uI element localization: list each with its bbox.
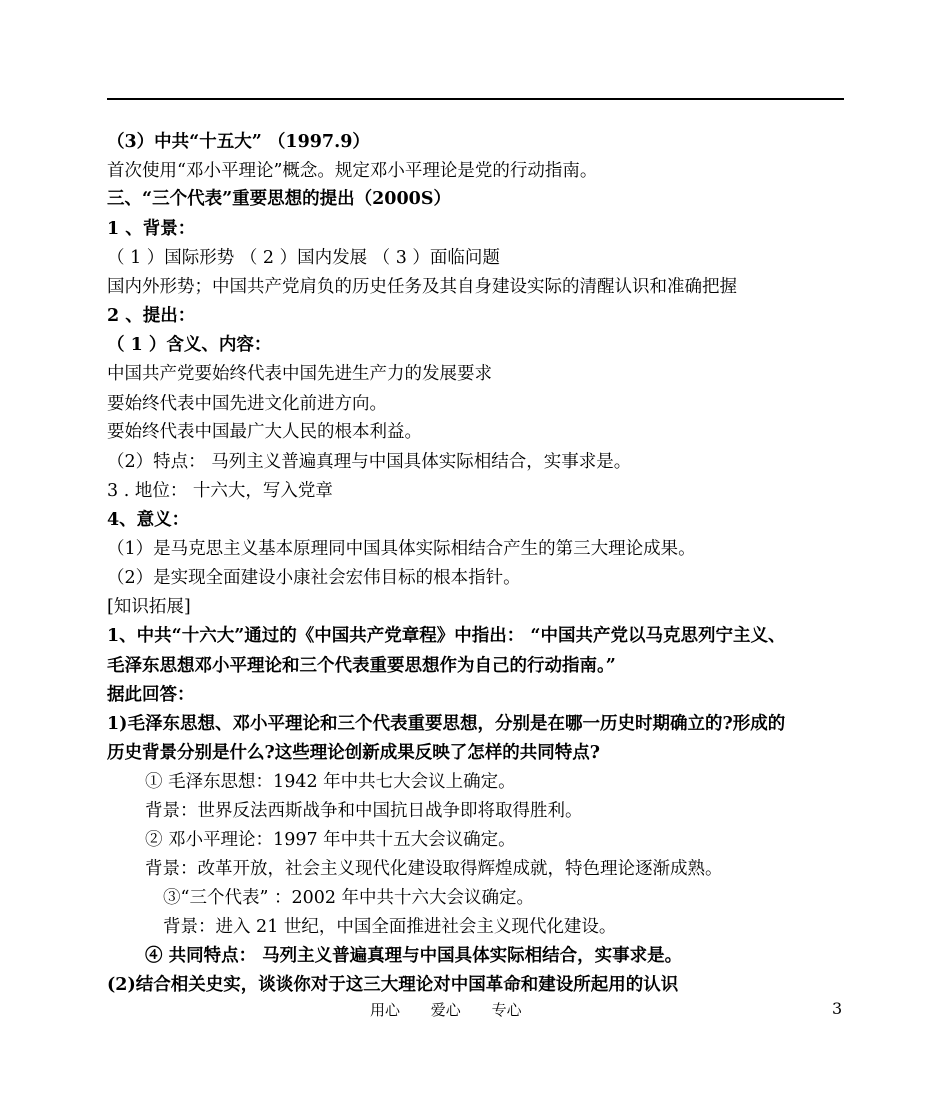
line-features: （2）特点： 马列主义普遍真理与中国具体实际相结合，实事求是。 <box>107 452 632 472</box>
footer-left: 用心 <box>370 1001 401 1019</box>
line-answer-deng: ② 邓小平理论：1997 年中共十五大会议确定。 <box>145 830 516 850</box>
line-section-heading: 三、“三个代表”重要思想的提出（2000S） <box>107 189 451 209</box>
line-question-1-cont: 历史背景分别是什么?这些理论创新成果反映了怎样的共同特点? <box>107 743 601 763</box>
header-rule <box>107 98 844 100</box>
line-answer-deng-bg: 背景：改革开放，社会主义现代化建设取得辉煌成就，特色理论逐渐成熟。 <box>145 859 723 879</box>
line-question-intro: 1、中共“十六大”通过的《中国共产党章程》中指出： “中国共产党以马克思列宁主义、 <box>107 626 786 646</box>
page-footer <box>370 999 548 1020</box>
page-number: 3 <box>832 999 843 1018</box>
line-subheading-significance: 4、意义： <box>107 510 190 530</box>
line-status: 3 . 地位： 十六大，写入党章 <box>107 481 333 501</box>
line-text: （ 1 ）国际形势 （ 2 ）国内发展 （ 3 ）面临问题 <box>107 248 500 268</box>
line-answer-mao: ① 毛泽东思想：1942 年中共七大会议上确定。 <box>145 772 516 792</box>
line-subheading-background: 1 、背景： <box>107 219 196 239</box>
line-answer-common-features: ④ 共同特点： 马列主义普遍真理与中国具体实际相结合，实事求是。 <box>145 946 683 966</box>
line-text: 首次使用“邓小平理论”概念。规定邓小平理论是党的行动指南。 <box>107 161 598 181</box>
line-text: 要始终代表中国先进文化前进方向。 <box>107 394 387 414</box>
line-text: （1）是马克思主义基本原理同中国具体实际相结合产生的第三大理论成果。 <box>107 539 696 559</box>
line-text: 要始终代表中国最广大人民的根本利益。 <box>107 422 422 442</box>
line-heading-shiwuda: （3）中共“十五大” （1997.9） <box>107 132 370 152</box>
line-text: 国内外形势；中国共产党肩负的历史任务及其自身建设实际的清醒认识和准确把握 <box>107 277 737 297</box>
line-answer-prompt: 据此回答： <box>107 685 195 705</box>
line-subheading-proposal: 2 、提出： <box>107 306 196 326</box>
line-text: （2）是实现全面建设小康社会宏伟目标的根本指针。 <box>107 568 521 588</box>
line-question-2: (2)结合相关史实，谈谈你对于这三大理论对中国革命和建设所起用的认识 <box>107 975 679 995</box>
line-subheading-meaning: （ 1 ）含义、内容： <box>107 335 272 355</box>
line-answer-three-represents-bg: 背景：进入 21 世纪，中国全面推进社会主义现代化建设。 <box>163 917 617 937</box>
footer-middle: 爱心 <box>430 1001 461 1019</box>
line-answer-mao-bg: 背景：世界反法西斯战争和中国抗日战争即将取得胜利。 <box>145 801 583 821</box>
line-question-intro-cont: 毛泽东思想邓小平理论和三个代表重要思想作为自己的行动指南。” <box>107 656 616 676</box>
line-answer-three-represents: ③“三个代表” ：2002 年中共十六大会议确定。 <box>163 888 535 908</box>
line-knowledge-expansion: [知识拓展] <box>107 597 191 617</box>
line-text: 中国共产党要始终代表中国先进生产力的发展要求 <box>107 364 492 384</box>
line-question-1: 1)毛泽东思想、邓小平理论和三个代表重要思想，分别是在哪一历史时期确立的?形成的 <box>107 714 786 734</box>
footer-right: 专心 <box>491 1001 522 1019</box>
